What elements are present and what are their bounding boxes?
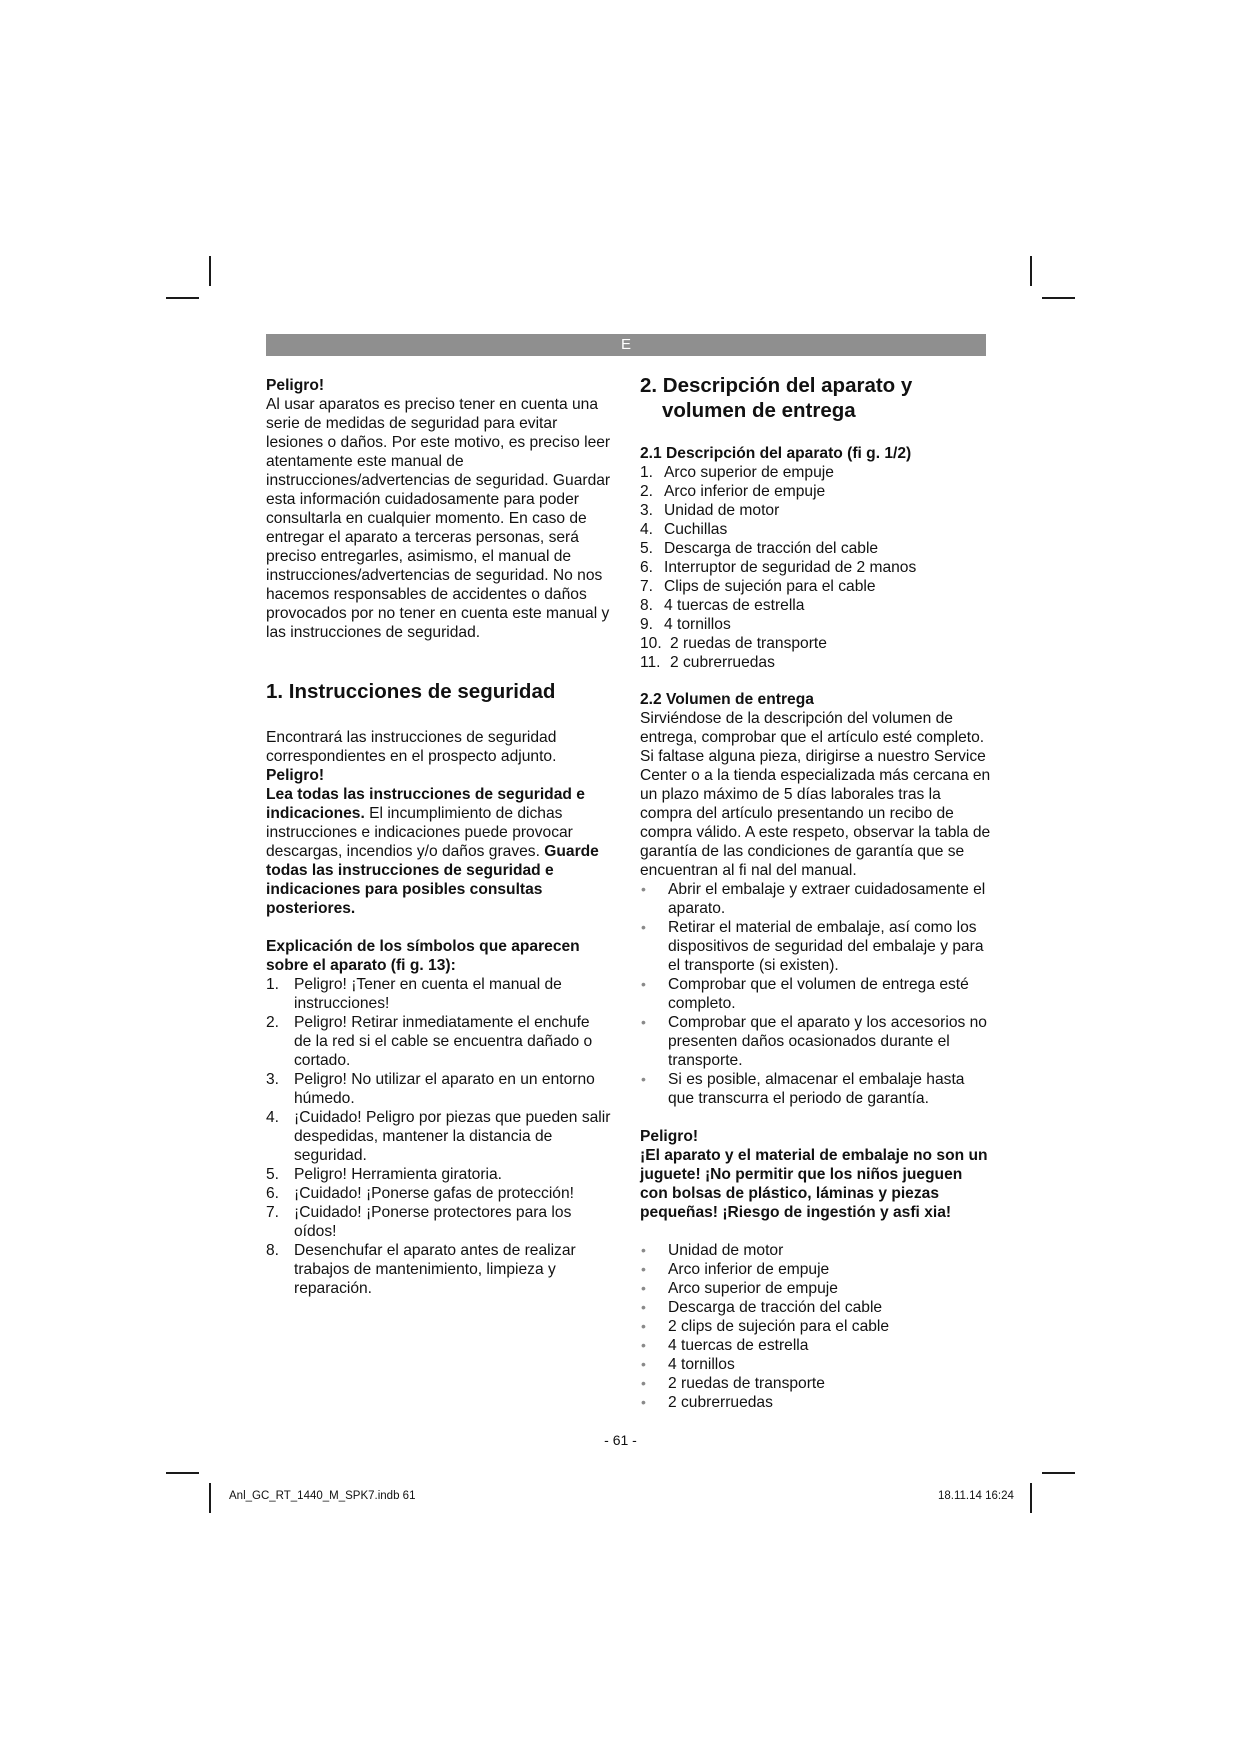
warning-bold-1: Lea todas las instrucciones de seguridad e indicaciones.: [266, 786, 585, 822]
list-item: 7. ¡Cuidado! ¡Ponerse protectores para los oídos!: [266, 1204, 572, 1240]
peligro-title: Peligro!: [266, 377, 325, 394]
bullet-icon: •: [641, 976, 646, 992]
list-item: 10. 2 ruedas de transporte: [640, 635, 827, 652]
page-number: - 61 -: [604, 1432, 637, 1448]
list-item: • Retirar el material de embalaje, así como los dispositivos de seguridad del embalaje y para el transporte (si existen).: [641, 919, 984, 974]
peligro-title-right: Peligro!: [640, 1128, 699, 1145]
list-item: 3. Peligro! No utilizar el aparato en un entorno húmedo.: [266, 1071, 595, 1107]
delivery-contents-list: [640, 1241, 992, 1412]
list-item: • Comprobar que el aparato y los accesorios no presenten daños ocasionados durante el transporte.: [641, 1014, 987, 1069]
list-item: • Arco inferior de empuje: [641, 1261, 830, 1278]
list-item: • Descarga de tracción del cable: [641, 1299, 883, 1316]
section1-heading: 1. Instrucciones de seguridad: [266, 680, 556, 703]
list-item: 9. 4 tornillos: [640, 616, 731, 633]
list-item: • 2 ruedas de transporte: [641, 1375, 825, 1392]
warning-bold-2: Guarde todas las instrucciones de seguridad e indicaciones para posibles consultas posteriores.: [266, 843, 599, 917]
list-item: 5. Descarga de tracción del cable: [640, 540, 879, 557]
bullet-icon: •: [641, 881, 646, 897]
delivery-paragraph: Sirviéndose de la descripción del volumen de entrega, comprobar que el artículo esté completo. Si faltase alguna pieza, dirigirse a nuestro Service Center o a la tienda especializada más cercana en un plazo máximo de 5 días laborales tras la compra del artículo presentando un recibo de compra válido. A este respeto, observar la tabla de garantía de las condiciones de garantía que se encuentran al fi nal del manual.: [640, 710, 991, 879]
bullet-icon: •: [641, 1071, 646, 1087]
intro-paragraph: Al usar aparatos es preciso tener en cuenta una serie de medidas de seguridad para evitar lesiones o daños. Por este motivo, es preciso leer atentamente este manual de instrucciones/advertencias de seguridad. Guardar esta información cuidadosamente para poder consultarla en cualquier momento. En caso de entregar el aparato a terceras personas, será preciso entregarles, asimismo, el manual de instrucciones/advertencias de seguridad. No nos hacemos responsables de accidentes o daños provocados por no tener en cuenta este manual y las instrucciones de seguridad.: [266, 396, 611, 641]
bullet-icon: •: [641, 1261, 646, 1277]
section2-heading: 2. Descripción del aparato y volumen de entrega: [640, 374, 913, 422]
bullet-icon: •: [641, 1356, 646, 1372]
warning-normal: El incumplimiento de dichas instrucciones e indicaciones puede provocar descargas, incendios y/o daños graves.: [266, 805, 573, 860]
footer-file: Anl_GC_RT_1440_M_SPK7.indb 61: [229, 1490, 416, 1502]
list-item: 8. 4 tuercas de estrella: [640, 597, 805, 614]
symbols-heading: Explicación de los símbolos que aparecen sobre el aparato (fi g. 13):: [266, 938, 580, 974]
language-code: E: [620, 336, 631, 353]
bullet-icon: •: [641, 1014, 646, 1030]
crop-mark-bottom-left-horizontal: [166, 1472, 199, 1474]
list-item: • 4 tornillos: [641, 1356, 735, 1373]
right-column: [640, 376, 992, 1412]
footer-datetime: 18.11.14 16:24: [938, 1490, 1014, 1502]
bullet-icon: •: [641, 1242, 646, 1258]
list-item: 5. Peligro! Herramienta giratoria.: [266, 1166, 503, 1183]
crop-mark-bottom-right-vertical: [1030, 1483, 1032, 1513]
section1-peligro: Peligro!: [266, 767, 325, 784]
list-item: 7. Clips de sujeción para el cable: [640, 578, 876, 595]
bullet-icon: •: [641, 1280, 646, 1296]
bullet-icon: •: [641, 919, 646, 935]
subsection-2-2-heading: 2.2 Volumen de entrega: [640, 691, 814, 708]
list-item: 2. Peligro! Retirar inmediatamente el enchufe de la red si el cable se encuentra dañado o cortado.: [266, 1014, 593, 1069]
crop-mark-top-left-vertical: [209, 256, 211, 286]
list-item: 6. ¡Cuidado! ¡Ponerse gafas de protección!: [266, 1185, 574, 1202]
list-item: 6. Interruptor de seguridad de 2 manos: [640, 559, 917, 576]
list-item: • Arco superior de empuje: [641, 1280, 838, 1297]
list-item: 8. Desenchufar el aparato antes de realizar trabajos de mantenimiento, limpieza y reparación.: [266, 1242, 576, 1297]
language-header-bar: [266, 334, 986, 356]
list-item: • 2 clips de sujeción para el cable: [641, 1318, 890, 1335]
bullet-icon: •: [641, 1318, 646, 1334]
list-item: • 2 cubrerruedas: [641, 1394, 773, 1411]
bullet-icon: •: [641, 1394, 646, 1410]
list-item: • Comprobar que el volumen de entrega esté completo.: [641, 976, 969, 1012]
crop-mark-top-right-vertical: [1030, 256, 1032, 286]
crop-mark-bottom-left-vertical: [209, 1483, 211, 1513]
crop-mark-top-right-horizontal: [1042, 297, 1075, 299]
symbols-list: [266, 975, 611, 1298]
bullet-icon: •: [641, 1337, 646, 1353]
list-item: • 4 tuercas de estrella: [641, 1337, 809, 1354]
section1-intro: Encontrará las instrucciones de seguridad correspondientes en el prospecto adjunto.: [266, 729, 557, 765]
list-item: 11. 2 cubrerruedas: [640, 654, 775, 671]
list-item: 1. Peligro! ¡Tener en cuenta el manual de instrucciones!: [266, 976, 562, 1012]
crop-mark-top-left-horizontal: [166, 297, 199, 299]
safety-warning-paragraph: [266, 785, 611, 918]
crop-mark-bottom-right-horizontal: [1042, 1472, 1075, 1474]
unpacking-steps: [640, 880, 992, 1108]
list-item: 1. Arco superior de empuje: [640, 464, 834, 481]
packaging-warning: ¡El aparato y el material de embalaje no son un juguete! ¡No permitir que los niños jueguen con bolsas de plástico, láminas y piezas pequeñas! ¡Riesgo de ingestión y asfi xia!: [640, 1147, 988, 1221]
list-item: 4. ¡Cuidado! Peligro por piezas que pueden salir despedidas, mantener la distancia de seguridad.: [266, 1109, 611, 1164]
list-item: • Si es posible, almacenar el embalaje hasta que transcurra el periodo de garantía.: [641, 1071, 965, 1107]
list-item: 4. Cuchillas: [640, 521, 728, 538]
bullet-icon: •: [641, 1375, 646, 1391]
left-column: [266, 376, 611, 1298]
parts-list: [640, 463, 992, 672]
list-item: • Unidad de motor: [641, 1242, 784, 1259]
list-item: 3. Unidad de motor: [640, 502, 780, 519]
bullet-icon: •: [641, 1299, 646, 1315]
list-item: • Abrir el embalaje y extraer cuidadosamente el aparato.: [641, 881, 986, 917]
subsection-2-1-heading: 2.1 Descripción del aparato (fi g. 1/2): [640, 445, 912, 462]
list-item: 2. Arco inferior de empuje: [640, 483, 826, 500]
